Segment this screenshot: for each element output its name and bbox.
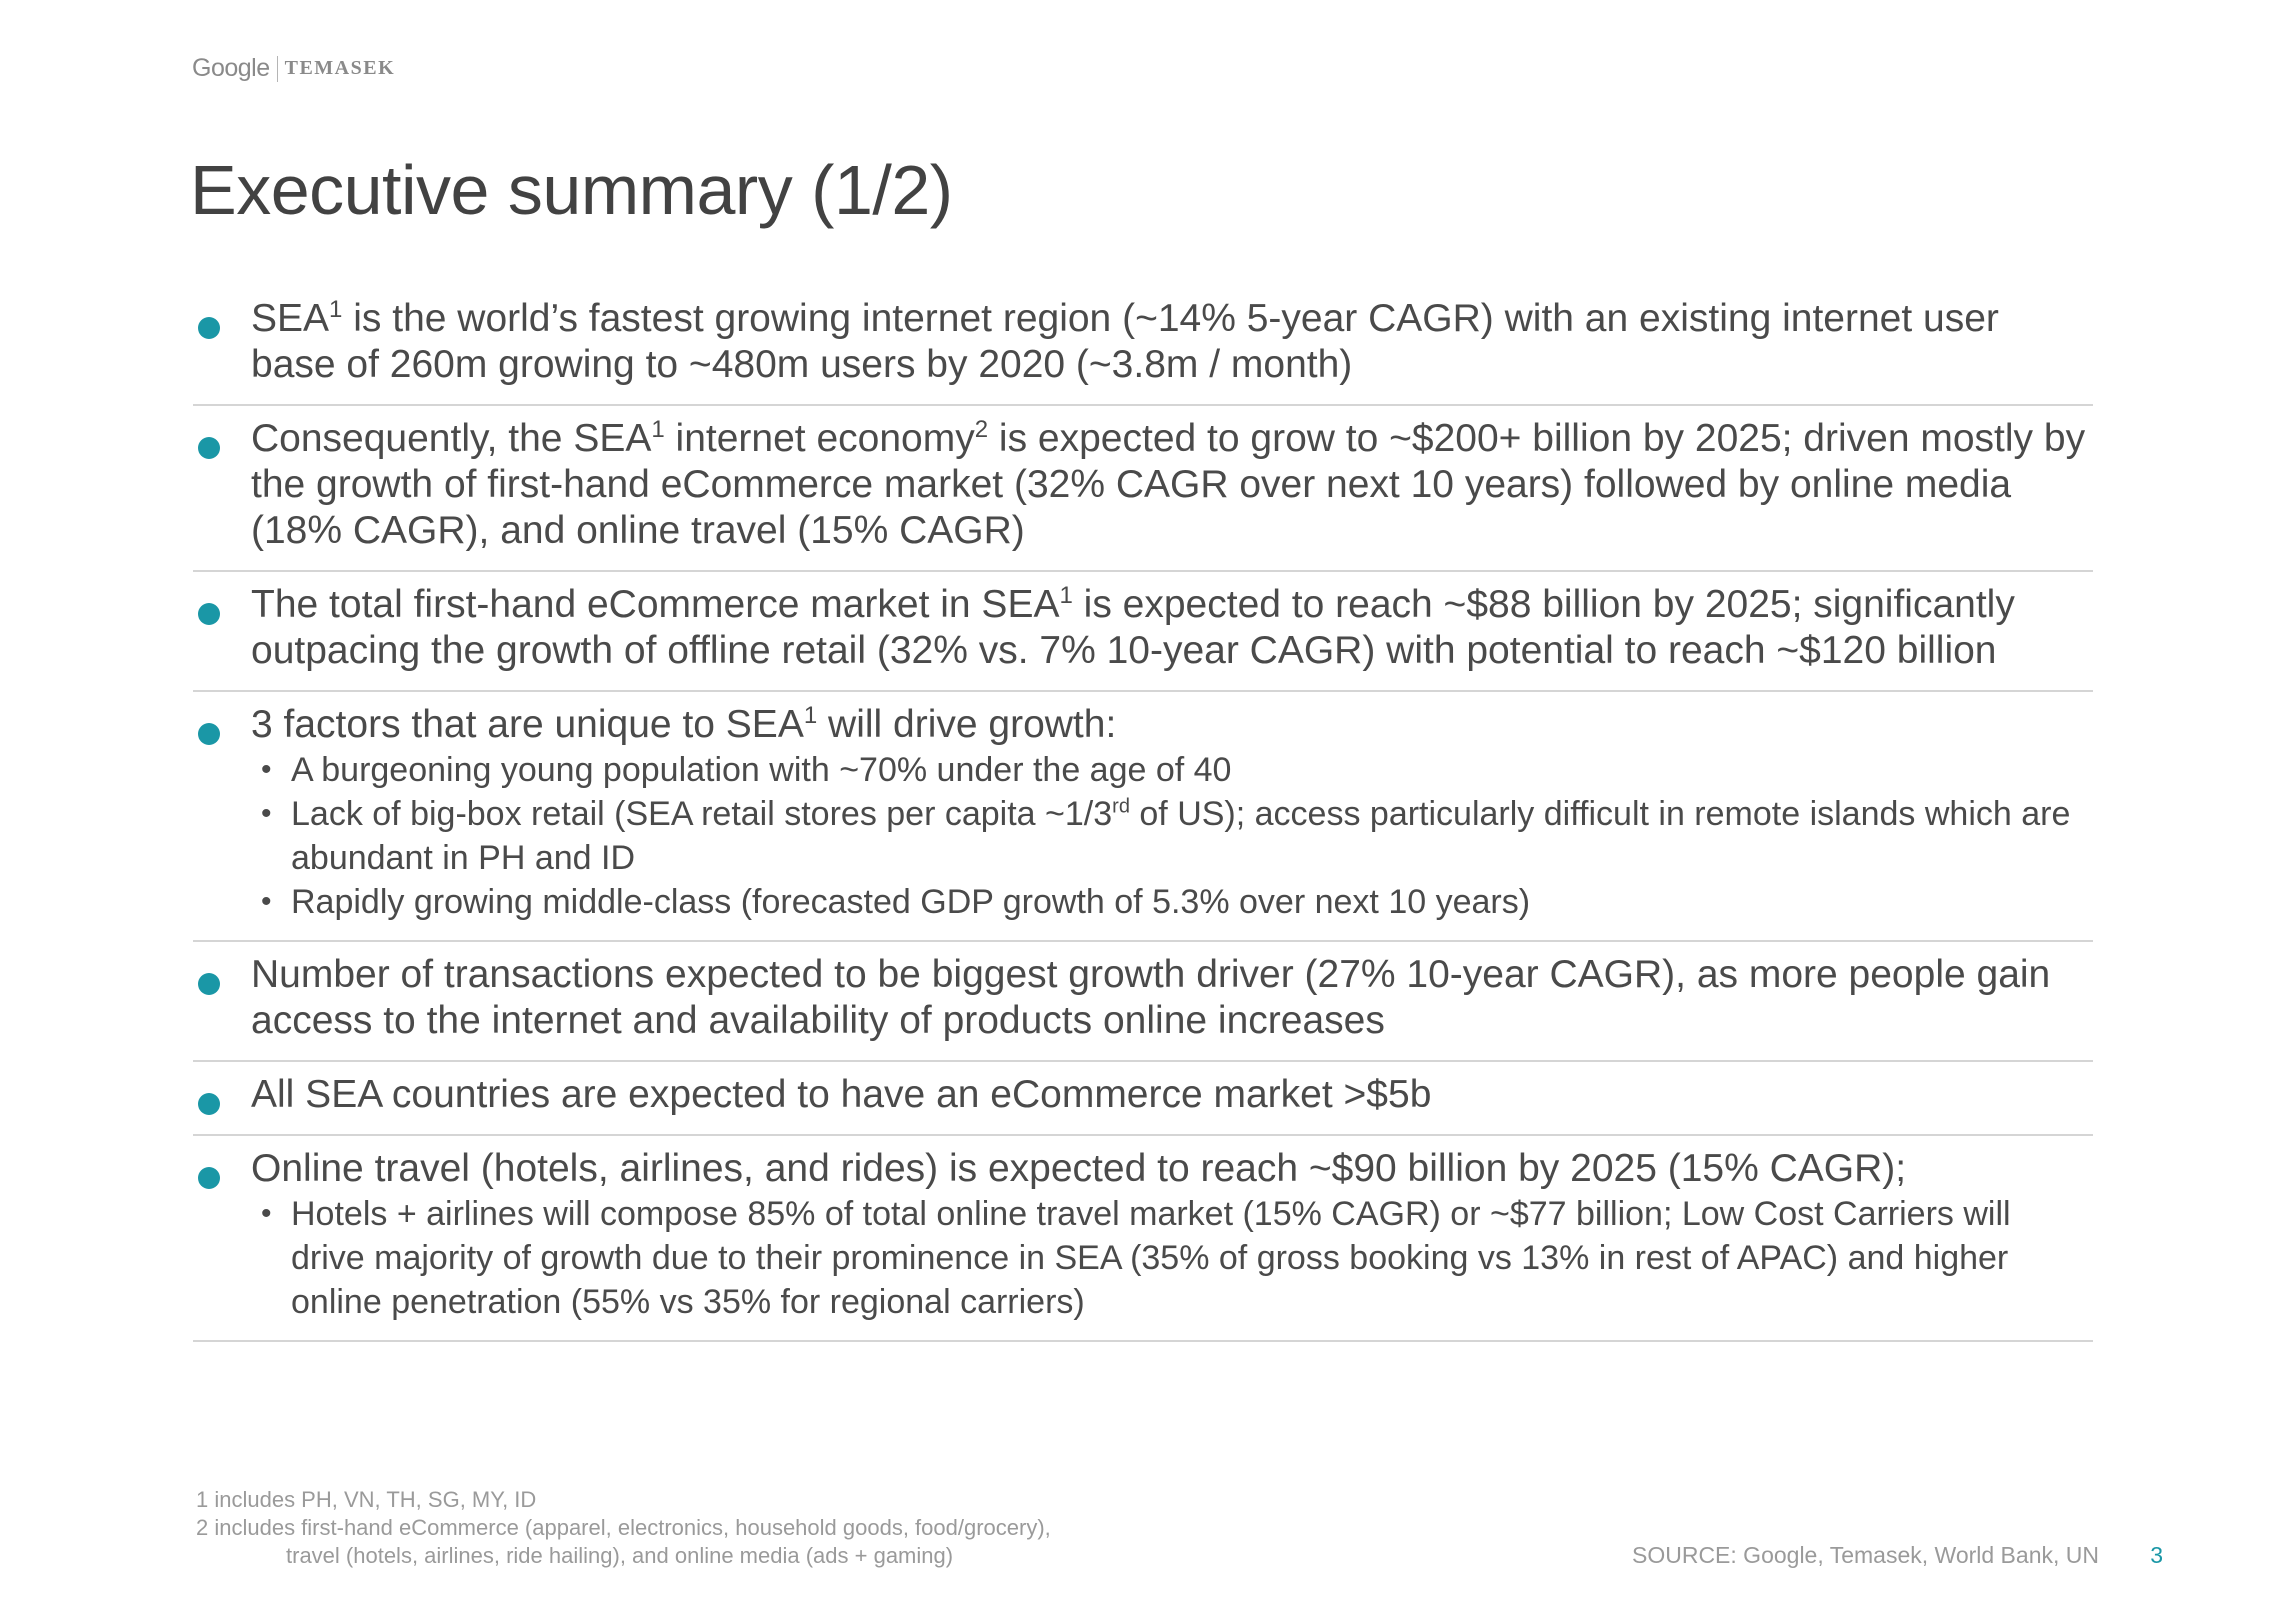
bullet-text-part: All SEA countries are expected to have an eCommerce market >$5b (251, 1073, 1432, 1116)
sub-bullet-item (251, 792, 2093, 880)
header-logos (192, 54, 395, 83)
sub-bullet-item (251, 880, 2093, 924)
bullet-text-part: SEA (251, 297, 330, 340)
bullet-dot-icon (198, 1093, 220, 1115)
google-logo: Google (192, 54, 270, 82)
bullet-row (193, 702, 2093, 748)
sub-bullet-text (291, 880, 1530, 924)
bullet-dot-icon (198, 723, 220, 745)
footnote-ref: 1 (651, 416, 665, 443)
sub-bullet-list (193, 1192, 2093, 1324)
sub-bullet-item (251, 1192, 2093, 1324)
bullet-text-part: Number of transactions expected to be biggest growth driver (27% 10-year CAGR), as more people gain access to the internet and availability of products online increases (251, 953, 2051, 1042)
bullet-text (251, 416, 2093, 554)
temasek-logo: TEMASEK (284, 57, 396, 79)
bullet-row (193, 296, 2093, 388)
sub-bullet-dot-icon: • (261, 753, 272, 786)
bullet-dot-icon (198, 973, 220, 995)
bullet-item (193, 1136, 2093, 1342)
sub-bullet-text-part: Lack of big-box retail (SEA retail stores per capita ~1/3 (291, 795, 1113, 833)
footnote-ref: 1 (329, 296, 343, 323)
page-title: Executive summary (1/2) (190, 151, 953, 229)
bullet-item (193, 286, 2093, 406)
bullet-item (193, 406, 2093, 572)
bullet-text (251, 296, 2093, 388)
sub-bullet-text-part: of US); access particularly difficult in remote islands which are abundant in PH and ID (291, 795, 2071, 877)
bullet-dot-icon (198, 603, 220, 625)
sub-bullet-dot-icon: • (261, 797, 272, 830)
bullet-text (251, 1072, 1431, 1118)
bullet-text-part: The total first-hand eCommerce market in SEA (251, 583, 1060, 626)
sub-bullet-item (251, 748, 2093, 792)
bullet-item (193, 1062, 2093, 1136)
sub-bullet-text-part: A burgeoning young population with ~70% under the age of 40 (291, 751, 1232, 789)
sub-bullet-text (291, 748, 1231, 792)
bullet-text-part: is the world’s fastest growing internet region (~14% 5-year CAGR) with an existing internet user base of 260m growing to ~480m users by 2020 (~3.8m / month) (251, 297, 1999, 386)
sub-bullet-list (193, 748, 2093, 924)
bullet-text-part: 3 factors that are unique to SEA (251, 703, 804, 746)
summary-list (193, 286, 2093, 1342)
sub-bullet-text (291, 1192, 2093, 1324)
bullet-text-part: will drive growth: (817, 703, 1117, 746)
bullet-item (193, 942, 2093, 1062)
footnote-ref: 1 (1059, 582, 1073, 609)
sub-bullet-text-part: Rapidly growing middle-class (forecasted GDP growth of 5.3% over next 10 years) (291, 883, 1531, 921)
bullet-text (251, 1146, 1906, 1192)
bullet-row (193, 1146, 2093, 1192)
sub-bullet-dot-icon: • (261, 885, 272, 918)
bullet-item (193, 572, 2093, 692)
page-number: 3 (2150, 1542, 2163, 1568)
footnote-ref: 2 (974, 416, 989, 443)
sub-bullet-text (291, 792, 2093, 880)
bullet-item (193, 692, 2093, 942)
bullet-text-part: is expected to reach ~$88 billion by 2025; significantly outpacing the growth of offline retail (32% vs. 7% 10-year CAGR) with potential to reach ~$120 billion (251, 583, 2015, 672)
bullet-text-part: internet economy (664, 417, 975, 460)
footnote-ref: 1 (803, 702, 818, 729)
footnotes (196, 1486, 1051, 1570)
bullet-text-part: Online travel (hotels, airlines, and rides) is expected to reach ~$90 billion by 2025 (15% CAGR); (251, 1147, 1907, 1190)
footnote-2: 2 includes first-hand eCommerce (apparel, electronics, household goods, food/grocery), (196, 1515, 1051, 1540)
bullet-dot-icon (198, 437, 220, 459)
footnote-1: 1 includes PH, VN, TH, SG, MY, ID (196, 1487, 537, 1512)
sub-bullet-text-part: Hotels + airlines will compose 85% of total online travel market (15% CAGR) or ~$77 billion; Low Cost Carriers will drive majority of growth due to their prominence in SEA (35% of gross booking vs 13% in rest of APAC) and higher online penetration (55% vs 35% for regional carriers) (291, 1195, 2011, 1321)
bullet-row (193, 952, 2093, 1044)
bullet-dot-icon (198, 317, 220, 339)
bullet-dot-icon (198, 1167, 220, 1189)
bullet-text (251, 582, 2093, 674)
bullet-row (193, 416, 2093, 554)
source-note: SOURCE: Google, Temasek, World Bank, UN (1632, 1542, 2099, 1568)
sub-bullet-dot-icon: • (261, 1197, 272, 1230)
footnote-2-continued: travel (hotels, airlines, ride hailing), and online media (ads + gaming) (286, 1543, 954, 1568)
superscript: rd (1112, 795, 1130, 818)
bullet-row (193, 582, 2093, 674)
bullet-text-part: Consequently, the SEA (251, 417, 652, 460)
bullet-text (251, 952, 2093, 1044)
logo-divider (277, 56, 278, 82)
bullet-text-part: is expected to grow to ~$200+ billion by 2025; driven mostly by the growth of first-hand eCommerce market (32% CAGR over next 10 years) followed by online media (18% CAGR), and online travel (15% CAGR) (251, 417, 2086, 552)
bullet-text (251, 702, 1116, 748)
bullet-row (193, 1072, 2093, 1118)
